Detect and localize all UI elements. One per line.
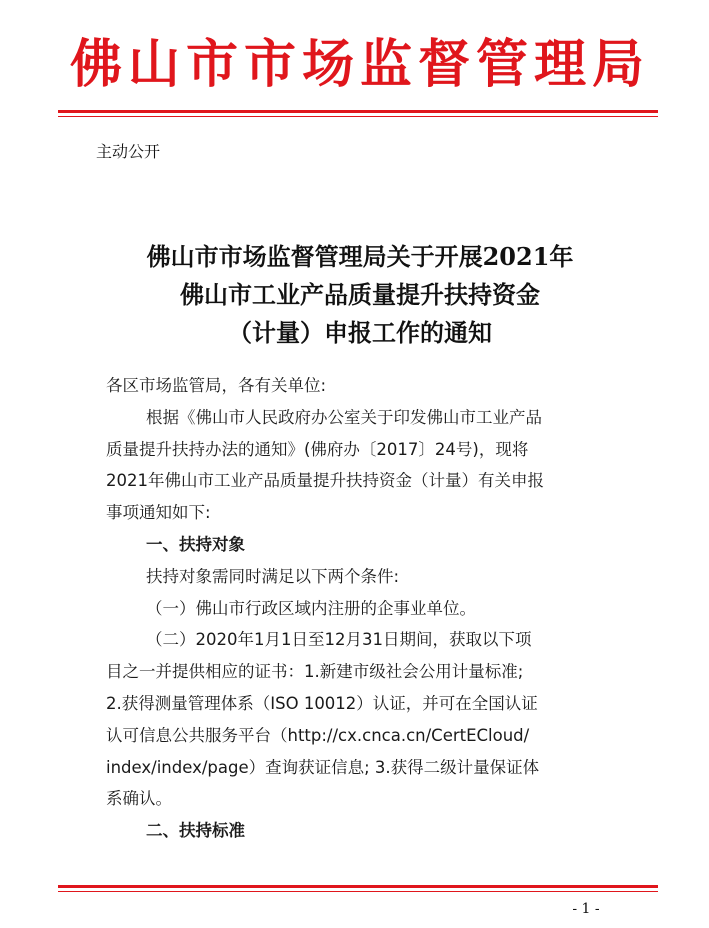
body-line: 2.获得测量管理体系（ISO 10012）认证，并可在全国认证 — [106, 693, 538, 713]
title-line: （计量）申报工作的通知 — [228, 318, 492, 347]
footer-rule-thick — [58, 885, 658, 888]
document-title — [80, 238, 640, 352]
title-line: 佛山市工业产品质量提升扶持资金 — [180, 280, 540, 309]
letterhead-rule-thin — [58, 116, 658, 117]
document-body — [106, 370, 616, 847]
body-line: （一）佛山市行政区域内注册的企事业单位。 — [146, 598, 476, 618]
footer-rule-thin — [58, 891, 658, 892]
salutation: 各区市场监管局，各有关单位: — [106, 376, 327, 395]
body-line: 根据《佛山市人民政府办公室关于印发佛山市工业产品 — [146, 407, 542, 427]
letterhead-rule-thick — [58, 110, 658, 113]
body-line: 认可信息公共服务平台（http://cx.cnca.cn/CertECloud/ — [106, 725, 530, 745]
body-line: （二）2020年1月1日至12月31日期间，获取以下项 — [146, 630, 532, 650]
section-heading-1: 一、扶持对象 — [146, 534, 245, 554]
page-number: - 1 - — [572, 901, 600, 917]
body-line: 扶持对象需同时满足以下两个条件: — [146, 566, 400, 586]
disclosure-label: 主动公开 — [96, 142, 161, 161]
body-line: 目之一并提供相应的证书：1.新建市级社会公用计量标准; — [106, 662, 524, 682]
body-line: 系确认。 — [106, 789, 172, 809]
title-line: 佛山市市场监督管理局关于开展2021年 — [146, 242, 574, 271]
section-heading-2: 二、扶持标准 — [146, 821, 245, 841]
body-line: 2021年佛山市工业产品质量提升扶持资金（计量）有关申报 — [106, 471, 544, 491]
body-line: 质量提升扶持办法的通知》(佛府办〔2017〕24号)，现将 — [106, 439, 529, 459]
letterhead-agency-name: 佛山市市场监督管理局 — [69, 34, 650, 95]
body-line: 事项通知如下: — [106, 503, 211, 523]
body-line: index/index/page）查询获证信息; 3.获得二级计量保证体 — [106, 757, 540, 777]
